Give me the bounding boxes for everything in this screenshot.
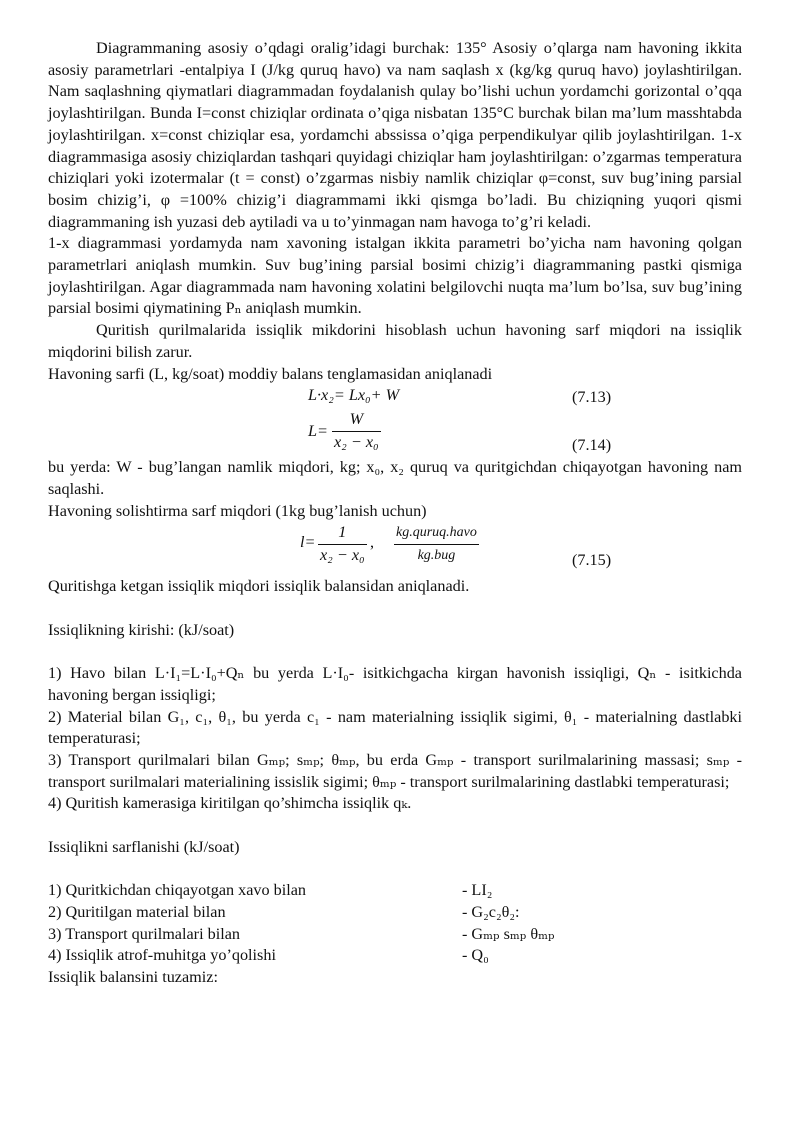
document-page: [48, 38, 742, 989]
equation-7-14-lhs: L=: [308, 422, 328, 441]
heat-output-row: [48, 902, 742, 924]
equation-7-14-number: (7.14): [572, 436, 612, 455]
paragraph-heat-balance: Quritishga ketgan issiqlik miqdori issiqlik balansidan aniqlanadi.: [48, 577, 470, 596]
heading-heat-input: Issiqlikning kirishi: (kJ/soat): [48, 620, 235, 639]
heat-output-label: 1) Quritkichdan chiqayotgan xavo bilan: [48, 881, 307, 900]
equation-7-15: [48, 522, 742, 576]
heat-input-item-2: 2) Material bilan G₁, c₁, θ₁, bu yerda c₁ - nam materialning issiqlik sigimi, θ₁ - materialning dastlabki temperaturasi;: [48, 707, 742, 748]
paragraph-specific-flow: Havoning solishtirma sarf miqdori (1kg bug’lanish uchun): [48, 501, 427, 520]
heat-output-row: [48, 945, 742, 967]
paragraph-diagram-description: Diagrammaning asosiy o’qdagi oralig’idagi burchak: 135° Asosiy o’qlarga nam havoning ikkita asosiy parametrlari -entalpiya I (J/kg quruq havo) va nam saqlash x (kg/kg quruq havo) joylashtirilgan. Nam saqlashning qiymatlari diagrammadan foydalanish qulay bo’lishi uchun yordamchi gorizontal o’qqa joylashtirilgan. Bunda I=const chiziqlar ordinata o’qiga nisbatan 135°C burchak bilan ma’lum masshtabda joylashtirilgan. x=const chiziqlar esa, yordamchi abssissa o’qiga perpendikulyar qilib joylashtirilgan. 1-x diagrammasiga asosiy chiziqlardan tashqari quyidagi chiziqlar ham joylashtirilgan: o’zgarmas temperatura chiziqlari yoki izotermalar (t = const) o’zgarmas nisbiy namlik chiziqlar φ=const, suv bug’ining parsial bosim chizig’i, φ =100% chizig’i diagrammami ikki qismga bo’ladi. Bu chiziqning yuqori qismi diagrammaning ish yuzasi deb aytiladi va u to’yinmagan nam havoga to’g’ri keladi.: [48, 39, 742, 231]
equation-7-14-fraction: [332, 409, 381, 453]
paragraph-air-flow: Havoning sarfi (L, kg/soat) moddiy balans tenglamasidan aniqlanadi: [48, 364, 493, 383]
heat-output-term: - Gₘₚ sₘₚ θₘₚ: [462, 924, 555, 943]
equation-7-15-unit: [394, 522, 479, 566]
heat-output-label: 3) Transport qurilmalari bilan: [48, 924, 240, 943]
equation-7-15-lhs: l=: [300, 533, 316, 552]
equation-7-15-comma: ,: [370, 533, 375, 552]
heat-input-item-3: 3) Transport qurilmalari bilan Gₘₚ; sₘₚ; θₘₚ, bu erda Gₘₚ - transport surilmalarining massasi; sₘₚ - transport surilmalari materialining issislik sigimi; θₘₚ - transport surilmalarining dastlabki temperaturasi;: [48, 750, 742, 791]
equation-7-13-number: (7.13): [572, 388, 612, 407]
heat-output-row: [48, 924, 742, 946]
heat-output-term: - Q₀: [462, 946, 489, 965]
heat-output-term: - LI₂: [462, 881, 493, 900]
heat-output-label: 2) Quritilgan material bilan: [48, 902, 226, 921]
equation-7-15-fraction: [318, 522, 367, 566]
equation-7-13-formula: L·x₂= Lx₀+ W: [308, 386, 400, 405]
equation-7-14-numerator: W: [349, 410, 364, 429]
paragraph-balance-intro: Issiqlik balansini tuzamiz:: [48, 967, 218, 986]
paragraph-diagram-usage: 1-x diagrammasi yordamyda nam xavoning istalgan ikkita parametri bo’yicha nam havoning qolgan parametrlari aniqlash mumkin. Suv bug’ining parsial bosimi chizig’i diagrammaning pastki qismiga joylashtirilgan. Agar diagrammada nam havoning xolatini belgilovchi nuqta ma’lum bo’lsa, suv bug’ining parsial bosimi qiymatining Pₙ aniqlash mumkin.: [48, 234, 742, 318]
equation-7-14-denominator: x₂ − x₀: [332, 431, 381, 454]
paragraph-where: bu yerda: W - bug’langan namlik miqdori, kg; x₀, x₂ quruq va quritgichdan chiqayotgan havoning nam saqlashi.: [48, 458, 742, 498]
heat-input-item-4: 4) Quritish kamerasiga kiritilgan qo’shimcha issiqlik qₖ.: [48, 794, 412, 813]
equation-7-15-unit-denominator: kg.bug: [394, 544, 479, 567]
heat-output-row: [48, 880, 742, 902]
heat-output-label: 4) Issiqlik atrof-muhitga yo’qolishi: [48, 946, 276, 965]
equation-7-15-numerator: 1: [338, 523, 347, 542]
heat-input-item-1: 1) Havo bilan L·I₁=L·I₀+Qₙ bu yerda L·I₀- isitkichgacha kirgan havonish issiqligi, Qₙ - isitkichda havoning bergan issiqligi;: [48, 664, 742, 704]
equation-7-13: [48, 385, 742, 409]
equation-7-15-denominator: x₂ − x₀: [318, 544, 367, 567]
paragraph-drying-intro: Quritish qurilmalarida issiqlik mikdorini hisoblash uchun havoning sarf miqdori na issiqlik miqdorini bilish zarur.: [48, 321, 742, 361]
equation-7-14: [48, 409, 742, 457]
equation-7-15-number: (7.15): [572, 551, 612, 570]
heat-output-term: - G₂c₂θ₂:: [462, 902, 520, 921]
equation-7-15-unit-numerator: kg.quruq.havo: [396, 525, 477, 541]
heading-heat-output: Issiqlikni sarflanishi (kJ/soat): [48, 837, 240, 856]
